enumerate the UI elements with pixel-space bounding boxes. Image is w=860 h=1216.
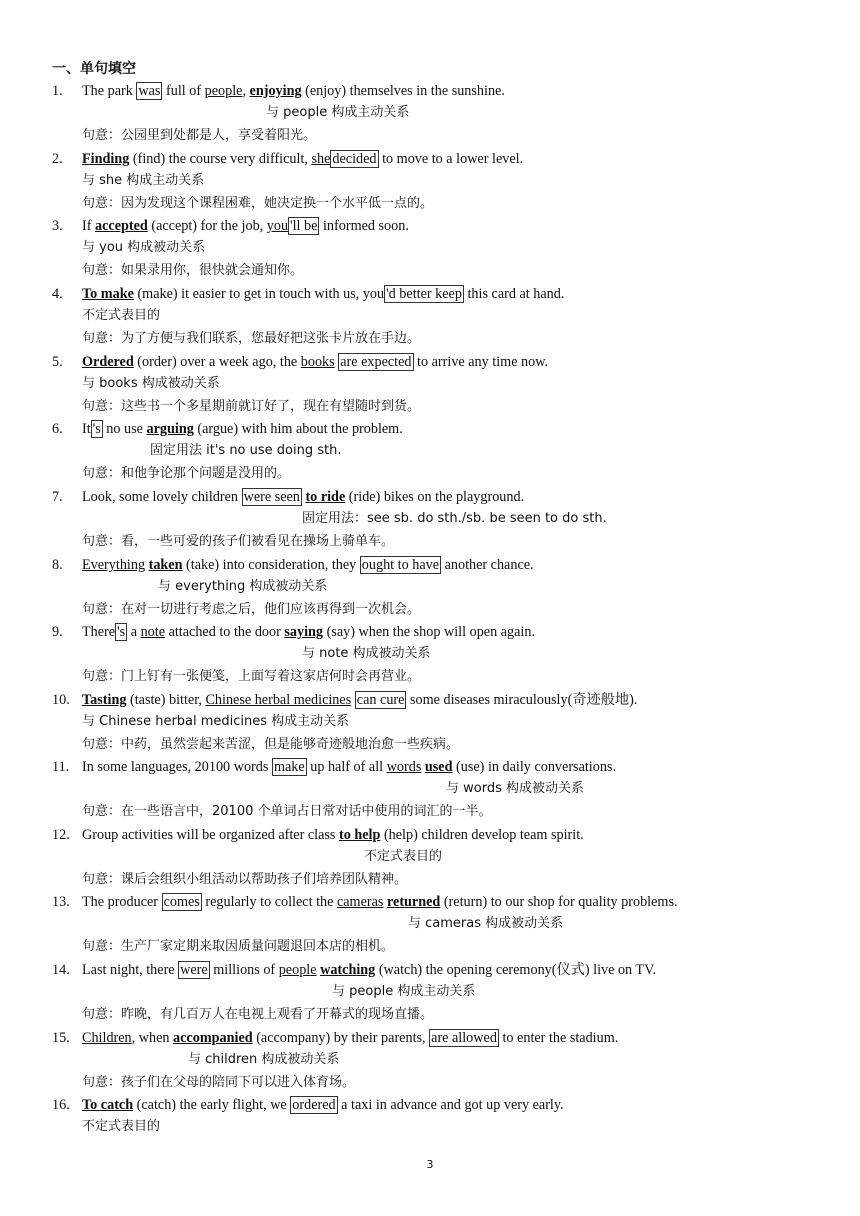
page-number: 3: [426, 1158, 434, 1171]
item-translation: 句意：公园里到处都是人，享受着阳光。: [82, 128, 317, 143]
answer: returned: [386, 894, 441, 910]
item-sentence: Ordered (order) over a week ago, the books are expected to arrive any time now.: [82, 354, 549, 370]
item-translation: 句意：中药，虽然尝起来苦涩，但是能够奇迹般地治愈一些疾病。: [82, 737, 460, 752]
answer: arguing: [146, 421, 194, 437]
item-number: 12.: [52, 827, 70, 843]
item-translation: 句意：看，一些可爱的孩子们被看见在操场上骑单车。: [82, 534, 395, 549]
section-title: 一、单句填空: [52, 61, 136, 77]
answer: Tasting: [82, 692, 127, 708]
subject-underline: Children: [82, 1030, 132, 1046]
item-note: 与 words 构成被动关系: [446, 781, 584, 796]
item-note: 与 children 构成被动关系: [188, 1052, 340, 1067]
answer: accepted: [95, 218, 148, 234]
boxed-verb: were: [180, 962, 208, 978]
item-sentence: Look, some lovely children were seen to ride (ride) bikes on the playground.: [82, 489, 525, 505]
item-sentence: To catch (catch) the early flight, we ordered a taxi in advance and got up very early.: [82, 1097, 564, 1113]
item-number: 8.: [52, 557, 63, 573]
subject-underline: note: [140, 624, 166, 640]
subject-underline: books: [300, 354, 335, 370]
item-number: 2.: [52, 151, 63, 167]
boxed-verb: 'll be: [290, 218, 318, 234]
item-sentence: Everything taken (take) into consideration, they ought to have another chance.: [82, 557, 534, 573]
item-note: 与 books 构成被动关系: [82, 376, 220, 391]
item-number: 6.: [52, 421, 63, 437]
boxed-verb: 's: [117, 624, 126, 640]
answer: saying: [284, 624, 324, 640]
item-translation: 句意：因为发现这个课程困难，她决定换一个水平低一点的。: [82, 196, 434, 211]
item-number: 11.: [52, 759, 70, 775]
subject-underline: Chinese herbal medicines: [205, 692, 352, 708]
answer: Finding: [82, 151, 130, 167]
boxed-verb: make: [273, 759, 305, 775]
item-number: 7.: [52, 489, 63, 505]
item-sentence: The producer comes regularly to collect the cameras returned (return) to our shop for quality problems.: [82, 894, 678, 910]
item-number: 14.: [52, 962, 70, 978]
item-sentence: The park was full of people, enjoying (enjoy) themselves in the sunshine.: [82, 83, 505, 99]
subject-underline: words: [386, 759, 422, 775]
answer: taken: [148, 557, 183, 573]
boxed-verb: was: [138, 83, 161, 99]
answer: watching: [320, 962, 376, 978]
answer: accompanied: [173, 1030, 253, 1046]
boxed-verb: are expected: [340, 354, 412, 370]
item-translation: 句意：在对一切进行考虑之后，他们应该再得到一次机会。: [82, 602, 421, 617]
answer: enjoying: [249, 83, 302, 99]
item-translation: 句意：孩子们在父母的陪同下可以进入体育场。: [82, 1075, 356, 1090]
item-number: 5.: [52, 354, 63, 370]
answer: Ordered: [82, 354, 134, 370]
item-sentence: Finding (find) the course very difficult, she decided to move to a lower level.: [82, 151, 524, 167]
item-number: 16.: [52, 1097, 70, 1113]
item-number: 13.: [52, 894, 70, 910]
item-note: 与 you 构成被动关系: [82, 240, 206, 255]
item-note: 与 cameras 构成被动关系: [408, 916, 564, 931]
boxed-verb: decided: [332, 151, 377, 167]
item-sentence: There 's a note attached to the door saying (say) when the shop will open again.: [82, 624, 536, 640]
item-translation: 句意：课后会组织小组活动以帮助孩子们培养团队精神。: [82, 872, 408, 887]
item-note: 与 she 构成主动关系: [82, 173, 205, 188]
answer: to ride: [305, 489, 346, 505]
item-sentence: Last night, there were millions of people watching (watch) the opening ceremony(仪式) live on TV.: [82, 962, 657, 978]
boxed-verb: comes: [163, 894, 200, 910]
item-note: 固定用法 it's no use doing sth.: [150, 443, 342, 458]
item-sentence: Children, when accompanied (accompany) by their parents, are allowed to enter the stadium.: [82, 1030, 619, 1046]
item-sentence: Group activities will be organized after class to help (help) children develop team spirit.: [82, 827, 584, 843]
item-translation: 句意：和他争论那个问题是没用的。: [82, 466, 291, 481]
item-number: 9.: [52, 624, 63, 640]
item-note: 与 note 构成被动关系: [302, 646, 431, 661]
boxed-verb: can cure: [356, 692, 405, 708]
item-sentence: In some languages, 20100 words make up half of all words used (use) in daily conversations.: [82, 759, 617, 775]
item-sentence: Tasting (taste) bitter, Chinese herbal medicines can cure some diseases miraculously(奇迹般地).: [82, 692, 638, 708]
boxed-verb: ought to have: [361, 557, 440, 573]
item-note: 不定式表目的: [364, 849, 443, 864]
item-sentence: If accepted (accept) for the job, you 'll be informed soon.: [82, 218, 409, 234]
item-translation: 句意：这些书一个多星期前就订好了，现在有望随时到货。: [82, 399, 421, 414]
item-number: 4.: [52, 286, 63, 302]
subject-underline: people: [204, 83, 243, 99]
item-note: 不定式表目的: [82, 308, 161, 323]
item-note: 与 Chinese herbal medicines 构成主动关系: [82, 714, 350, 729]
boxed-verb: are allowed: [431, 1030, 497, 1046]
item-number: 15.: [52, 1030, 70, 1046]
item-sentence: To make (make) it easier to get in touch with us, you 'd better keep this card at hand.: [82, 286, 565, 302]
item-translation: 句意：生产厂家定期来取因质量问题退回本店的相机。: [82, 939, 395, 954]
boxed-verb: ordered: [292, 1097, 336, 1113]
item-translation: 句意：在一些语言中，20100 个单词占日常对话中使用的词汇的一半。: [82, 804, 492, 819]
boxed-verb: 'd better keep: [386, 286, 462, 302]
item-note: 不定式表目的: [82, 1119, 161, 1134]
subject-underline: cameras: [336, 894, 384, 910]
item-translation: 句意：昨晚，有几百万人在电视上观看了开幕式的现场直播。: [82, 1007, 434, 1022]
item-note: 与 people 构成主动关系: [266, 105, 410, 120]
item-translation: 句意：门上钉有一张便笺，上面写着这家店何时会再营业。: [82, 669, 421, 684]
item-note: 固定用法：see sb. do sth./sb. be seen to do sth.: [302, 511, 607, 526]
answer: to help: [339, 827, 381, 843]
item-translation: 句意：如果录用你，很快就会通知你。: [82, 263, 304, 278]
boxed-verb: were seen: [243, 489, 300, 505]
subject-underline: she: [311, 151, 331, 167]
subject-underline: Everything: [82, 557, 146, 573]
item-note: 与 people 构成主动关系: [332, 984, 476, 999]
boxed-verb: 's: [92, 421, 101, 437]
item-number: 1.: [52, 83, 63, 99]
item-sentence: It 's no use arguing (argue) with him about the problem.: [82, 421, 403, 437]
answer: used: [424, 759, 453, 775]
item-number: 3.: [52, 218, 63, 234]
item-translation: 句意：为了方便与我们联系，您最好把这张卡片放在手边。: [82, 331, 421, 346]
subject-underline: people: [278, 962, 317, 978]
answer: To make: [82, 286, 134, 302]
answer: To catch: [82, 1097, 134, 1113]
subject-underline: you: [266, 218, 289, 234]
item-number: 10.: [52, 692, 70, 708]
item-note: 与 everything 构成被动关系: [158, 579, 328, 594]
